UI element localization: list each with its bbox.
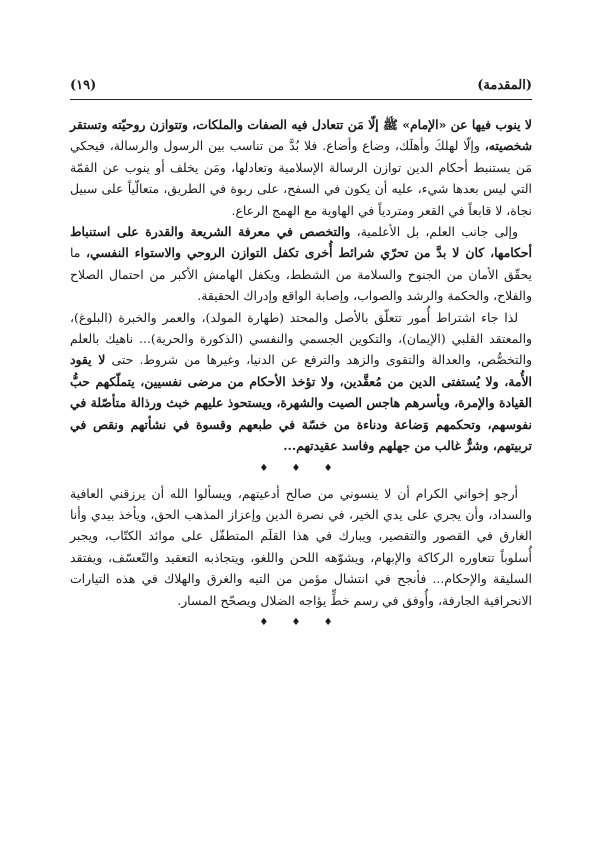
paragraph-1	[70, 114, 532, 221]
end-separator	[70, 615, 532, 631]
body-text: ما يحقّق الأمان من الجنوح والسلامة من الشطط، ويكفل الهامش الأكبر من احتمال الصلاح والفلاح، والحكمة والرشد والصواب، وإصابة الواقع وإدراك الحقيقة.	[70, 245, 532, 304]
paragraph-4	[70, 483, 532, 611]
bold-text: لا ينوب فيها عن «الإمام» ﷺ إلّا مَن تتعادل فيه الصفات والملكات، وتتوازن روحيّته وتستقر شخصيته،	[70, 117, 532, 154]
body-text: وإلى جانب العلم، بل الأعلمية،	[350, 224, 518, 240]
page-number: (١٩)	[70, 78, 97, 93]
body-text: لذا جاء اشتراط أُمور تتعلّق بالأصل والمحتد (طهارة المولد)، والعمر والخبرة (البلوغ)، والمعتقد القلبي (الإيمان)، والتكوين الجسمي والنفسي (الذكورة والحرية)... ناهيك بالعلم والتخصُّص، والعدالة والتقوى والزهد والترفع عن الدنيا، وغيرها من شروط. حتى	[70, 309, 532, 368]
body-text: أرجو إخواني الكرام أن لا ينسوني من صالح أدعيتهم، ويسألوا الله أن يرزقني العافية والسداد، وأن يجري على يدي الخير، في نصرة الدين وإعزاز المذهب الحق، ويأخذ بيدي وأنا الغارق في القصور والتقصير، ويبارك في هذا القلَم المتطفّل على موائد الكتّاب، ويجبر أُسلوباً تتعاوره الركاكة والإبهام، ويشوّهه اللحن واللغو، ويتجاذبه التعقيد والتّعسّف، ويفتقد السليقة والإحكام... فأنجح في انتشال مؤمن من التيه والغرق والهلاك في هذه التيارات الانحرافية الجارفة، وأُوفق في رسم خطٍّ يؤاجه الضلال ويصحّح المسار.	[70, 485, 532, 608]
paragraph-2	[70, 221, 532, 307]
separator-diamonds: ♦ ♦ ♦	[259, 616, 343, 628]
paragraph-3	[70, 307, 532, 457]
separator-diamonds: ♦ ♦ ♦	[259, 462, 343, 474]
page	[70, 78, 532, 637]
page-body	[70, 114, 532, 631]
bold-text: والتخصص في معرفة الشريعة والقدرة على استنباط أحكامها، كان لا بدَّ من تحرّي شرائط أُخرى تكفل التوازن الروحي والاستواء النفسي،	[70, 224, 532, 261]
running-header	[70, 78, 532, 100]
section-separator	[70, 461, 532, 477]
chapter-title: (المقدمة)	[477, 78, 532, 93]
bold-text: لا يقود الأُمة، ولا يُستفتى الدين من مُعقَّدين، ولا تؤخذ الأحكام من مرضى نفسيين، يتملّكهم حبُّ القيادة والإمرة، ويأسرهم هاجس الصيت والشهرة، ويستحوذ عليهم خبث ورذالة متأصّلة في نفوسهم، وتحكمهم وَضاعة ودناءة من خسّة في طبعهم وقسوة في نشأتهم ونقص في تربيتهم، وشرٌّ غالب من جهلهم وفاسد عقيدتهم...	[70, 352, 532, 454]
body-text: وإلّا لهلكَ وأهلَك، وضاع وأضاع. فلا بُدَّ من تناسب بين الرسول والرسالة، فيحكي مَن يستنبط أحكام الدين توازن الرسالة الإسلامية وتعادلها، ومَن يخلف أو ينوب عن القمّة التي ليس بعدها شيء، عليه أن يكون في السفح، على ربوة في الطريق، متعالّياً على سبيل نجاة، لا قابعاً في القعر ومتردياً في الهاوية مع الهمج الرعاع.	[70, 138, 532, 218]
